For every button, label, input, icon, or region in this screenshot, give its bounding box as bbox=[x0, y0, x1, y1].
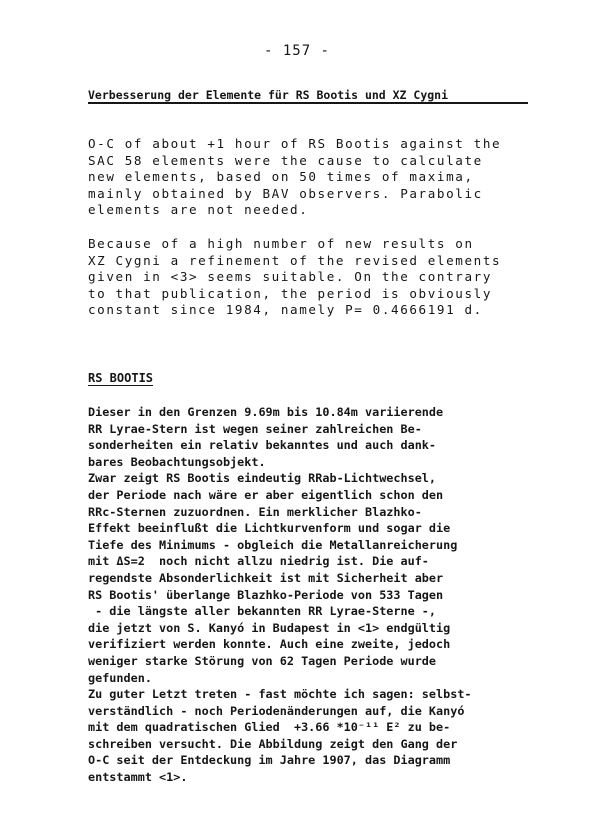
english-paragraph-2 bbox=[88, 236, 548, 319]
text-line: constant since 1984, namely P= 0.4666191 d. bbox=[88, 302, 483, 318]
text-line: Dieser in den Grenzen 9.69m bis 10.84m variierende bbox=[88, 405, 444, 419]
text-line: new elements, based on 50 times of maxima, bbox=[88, 169, 474, 185]
text-line: to that publication, the period is obviously bbox=[88, 285, 493, 301]
text-line: gefunden. bbox=[88, 670, 152, 685]
page-number: - 157 - bbox=[263, 43, 330, 59]
text-line: mit dem quadratischen Glied +3.66 *10⁻¹¹ E² zu be- bbox=[88, 720, 451, 735]
text-line: Zu guter Letzt treten - fast möchte ich sagen: selbst- bbox=[88, 687, 472, 702]
text-line: weniger starke Störung von 62 Tagen Periode wurde bbox=[88, 653, 437, 668]
text-line: given in <3> seems suitable. On the contrary bbox=[88, 269, 493, 285]
text-line: Effekt beeinflußt die Lichtkurvenform und sogar die bbox=[88, 521, 451, 536]
text-line: RRc-Sternen zuzuordnen. Ein merklicher Blazhko- bbox=[88, 504, 422, 519]
english-paragraph-1 bbox=[88, 136, 548, 219]
text-line: Because of a high number of new results on bbox=[88, 236, 474, 251]
text-line: Zwar zeigt RS Bootis eindeutig RRab-Lichtwechsel, bbox=[88, 471, 437, 486]
text-line: schreiben versucht. Die Abbildung zeigt den Gang der bbox=[88, 736, 458, 751]
text-line: bares Beobachtungsobjekt. bbox=[88, 454, 266, 469]
text-line: Tiefe des Minimums - obgleich die Metallanreicherung bbox=[88, 537, 458, 552]
text-line: verifiziert werden konnte. Auch eine zweite, jedoch bbox=[88, 637, 451, 652]
text-line: sonderheiten ein relativ bekanntes und auch dank- bbox=[88, 438, 437, 453]
text-line: O-C seit der Entdeckung im Jahre 1907, das Diagramm bbox=[88, 753, 451, 768]
text-line: O-C of about +1 hour of RS Bootis against the bbox=[88, 136, 502, 151]
text-line: RS Bootis' überlange Blazhko-Periode von 533 Tagen bbox=[88, 587, 444, 602]
text-line: elements are not needed. bbox=[88, 202, 309, 218]
article-heading: Verbesserung der Elemente für RS Bootis und XZ Cygni bbox=[88, 88, 528, 104]
section-title: RS BOOTIS bbox=[88, 371, 154, 385]
text-line: verständlich - noch Periodenänderungen auf, die Kanyó bbox=[88, 703, 465, 718]
text-line: RR Lyrae-Stern ist wegen seiner zahlreichen Be- bbox=[88, 421, 422, 436]
text-line: SAC 58 elements were the cause to calculate bbox=[88, 152, 483, 168]
text-line: mainly obtained by BAV observers. Parabolic bbox=[88, 185, 483, 201]
text-line: XZ Cygni a refinement of the revised elements bbox=[88, 252, 502, 268]
text-line: der Periode nach wäre er aber eigentlich schon den bbox=[88, 487, 444, 502]
text-line: mit ΔS=2 noch nicht allzu niedrig ist. Die auf- bbox=[88, 554, 429, 569]
german-body-text bbox=[88, 404, 558, 786]
text-line: - die längste aller bekannten RR Lyrae-Sterne -, bbox=[88, 604, 437, 619]
text-line: die jetzt von S. Kanyó in Budapest in <1> endgültig bbox=[88, 620, 451, 635]
text-line: regendste Absonderlichkeit ist mit Sicherheit aber bbox=[88, 570, 444, 585]
text-line: entstammt <1>. bbox=[88, 770, 188, 785]
